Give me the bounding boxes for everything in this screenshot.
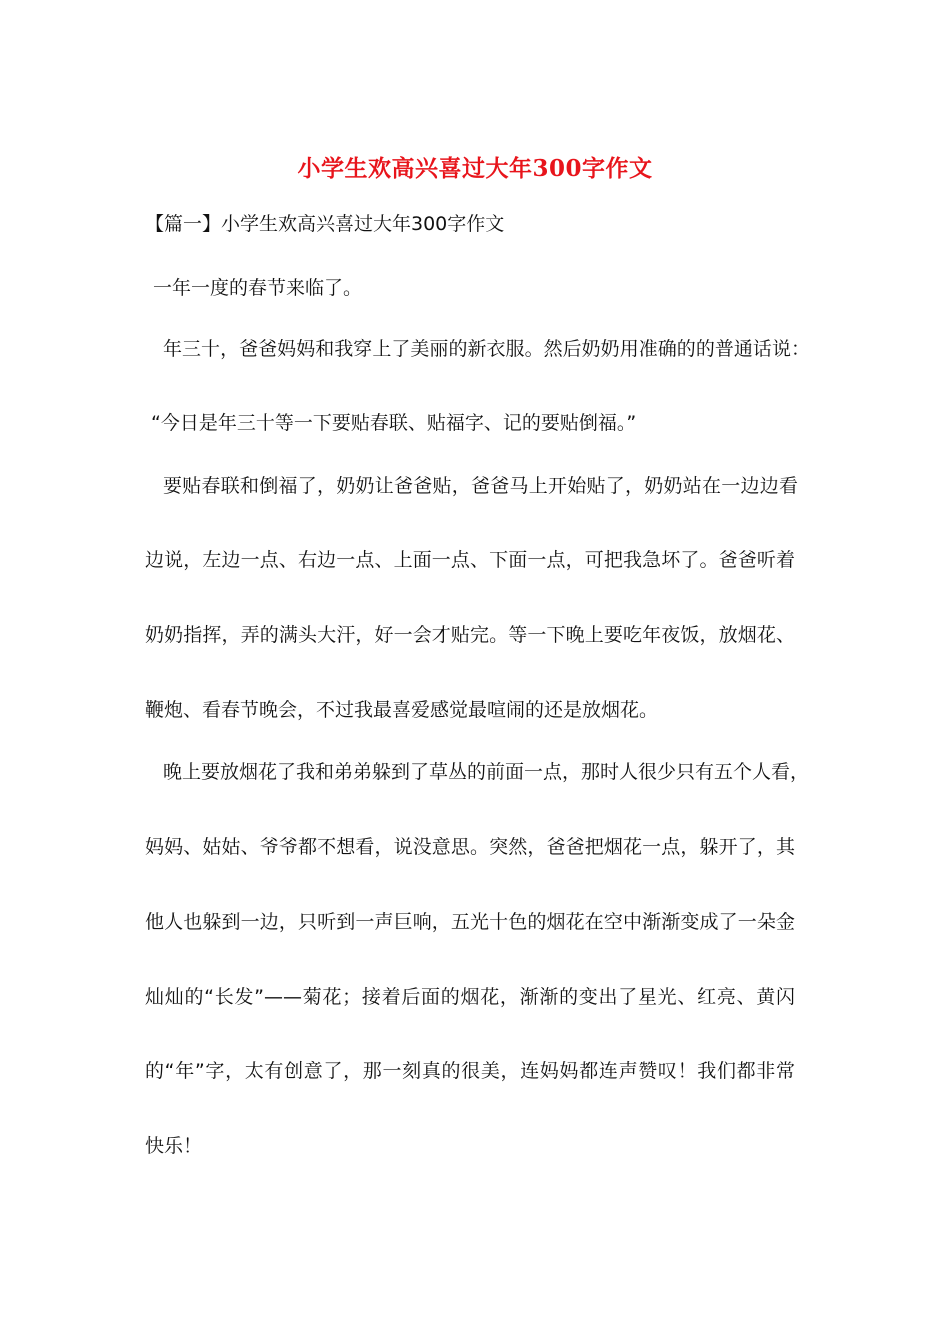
paragraph-line: 年三十，爸爸妈妈和我穿上了美丽的新衣服。然后奶奶用准确的的普通话说： [163, 338, 810, 360]
paragraph-line: 奶奶指挥，弄的满头大汗，好一会才贴完。等一下晚上要吃年夜饭，放烟花、 [145, 624, 795, 646]
paragraph-line: 妈妈、姑姑、爷爷都不想看，说没意思。突然，爸爸把烟花一点，躲开了，其 [145, 836, 795, 858]
paragraph-line: 的“年”字，太有创意了，那一刻真的很美，连妈妈都连声赞叹！我们都非常 [145, 1060, 795, 1082]
paragraph-line: 晚上要放烟花了我和弟弟躲到了草丛的前面一点，那时人很少只有五个人看， [163, 761, 810, 783]
paragraph-line: 快乐！ [145, 1135, 203, 1157]
paragraph-line: 灿灿的“长发”——菊花；接着后面的烟花，渐渐的变出了星光、红亮、黄闪 [145, 986, 795, 1008]
paragraph-line: 边说，左边一点、右边一点、上面一点、下面一点，可把我急坏了。爸爸听着 [145, 549, 795, 571]
paragraph-line: “今日是年三十等一下要贴春联、贴福字、记的要贴倒福。” [151, 412, 637, 434]
paragraph-line: 他人也躲到一边，只听到一声巨响，五光十色的烟花在空中渐渐变成了一朵金 [145, 911, 795, 933]
document-title: 小学生欢高兴喜过大年300字作文 [297, 155, 653, 182]
section-heading: 【篇一】小学生欢高兴喜过大年300字作文 [145, 213, 505, 235]
paragraph-line: 鞭炮、看春节晚会，不过我最喜爱感觉最喧闹的还是放烟花。 [145, 699, 659, 721]
paragraph-line: 要贴春联和倒福了，奶奶让爸爸贴，爸爸马上开始贴了，奶奶站在一边边看 [163, 475, 798, 497]
paragraph-line: 一年一度的春节来临了。 [153, 277, 363, 299]
